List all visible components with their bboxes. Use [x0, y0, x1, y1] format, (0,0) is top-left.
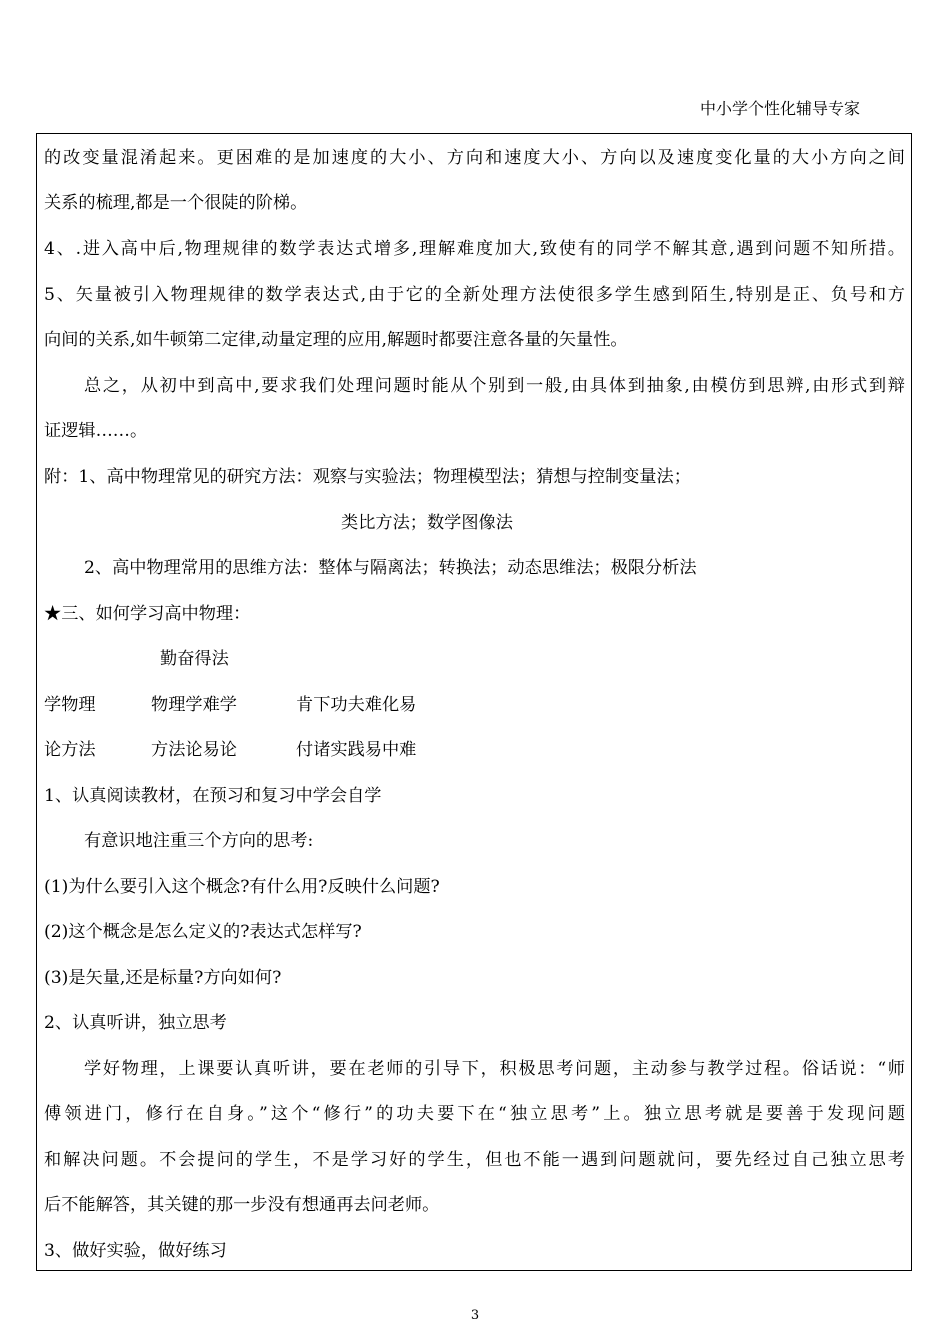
- question-item: (3)是矢量,还是标量?方向如何?: [44, 968, 282, 988]
- appendix-methods: 附：1、高中物理常见的研究方法：观察与实验法；物理模型法；猜想与控制变量法；: [44, 467, 691, 487]
- paragraph-line: 5、矢量被引入物理规律的数学表达式,由于它的全新处理方法使很多学生感到陌生,特别是正、负号和方: [44, 285, 905, 305]
- motto-cell: 学物理: [44, 695, 96, 715]
- paragraph-line: 向间的关系,如牛顿第二定律,动量定理的应用,解题时都要注意各量的矢量性。: [44, 330, 628, 350]
- paragraph-line: 4、.进入高中后,物理规律的数学表达式增多,理解难度加大,致使有的同学不解其意,遇到问题不知所措。: [44, 239, 905, 259]
- paragraph-line: 后不能解答，其关键的那一步没有想通再去问老师。: [44, 1195, 440, 1215]
- motto-cell: 付诸实践易中难: [296, 740, 417, 760]
- paragraph-line: 有意识地注重三个方向的思考:: [84, 831, 314, 851]
- appendix-thinking: 2、高中物理常用的思维方法：整体与隔离法；转换法；动态思维法；极限分析法: [84, 558, 697, 578]
- subsection-heading: 3、做好实验，做好练习: [44, 1241, 227, 1261]
- paragraph-line: 总之，从初中到高中,要求我们处理问题时能从个别到一般,由具体到抽象,由模仿到思辨,由形式到辩: [84, 376, 905, 396]
- section-heading: ★三、如何学习高中物理：: [44, 604, 251, 624]
- subsection-heading: 1、认真阅读教材，在预习和复习中学会自学: [44, 786, 382, 806]
- motto-title: 勤奋得法: [160, 649, 229, 669]
- paragraph-line: 关系的梳理,都是一个很陡的阶梯。: [44, 193, 308, 213]
- paragraph-line: 证逻辑……。: [44, 421, 148, 441]
- motto-cell: 论方法: [44, 740, 96, 760]
- subsection-heading: 2、认真听讲，独立思考: [44, 1013, 227, 1033]
- motto-cell: 方法论易论: [151, 740, 237, 760]
- motto-cell: 肯下功夫难化易: [296, 695, 417, 715]
- paragraph-line: 傅领进门，修行在自身。”这个“修行”的功夫要下在“独立思考”上。独立思考就是要善于发现问题: [44, 1104, 905, 1124]
- question-item: (2)这个概念是怎么定义的?表达式怎样写?: [44, 922, 362, 942]
- paragraph-line: 和解决问题。不会提问的学生，不是学习好的学生，但也不能一遇到问题就问，要先经过自己独立思考: [44, 1150, 905, 1170]
- paragraph-line: 的改变量混淆起来。更困难的是加速度的大小、方向和速度大小、方向以及速度变化量的大小方向之间: [44, 148, 905, 168]
- appendix-methods-cont: 类比方法；数学图像法: [341, 513, 513, 533]
- question-item: (1)为什么要引入这个概念?有什么用?反映什么问题?: [44, 877, 440, 897]
- header-brand: 中小学个性化辅导专家: [700, 99, 861, 118]
- motto-cell: 物理学难学: [151, 695, 237, 715]
- page-number: 3: [470, 1308, 480, 1323]
- paragraph-line: 学好物理，上课要认真听讲，要在老师的引导下，积极思考问题，主动参与教学过程。俗话说：“师: [84, 1059, 905, 1079]
